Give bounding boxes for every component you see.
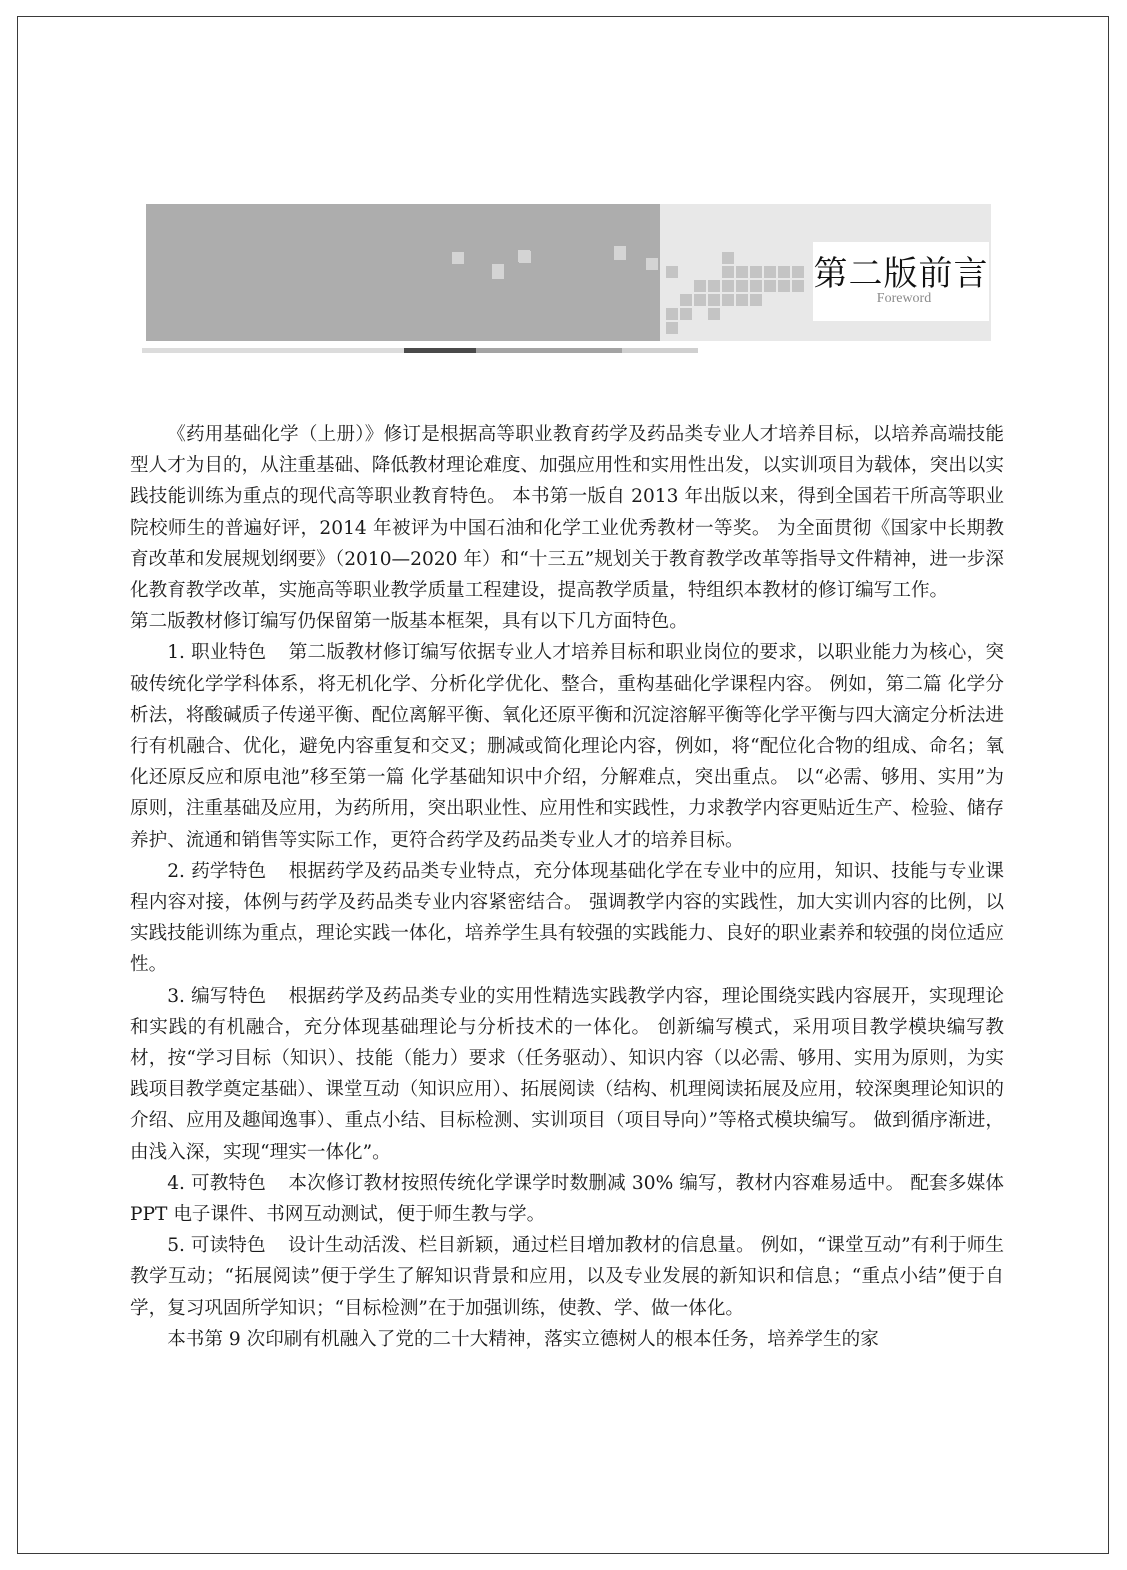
decor-square [736,280,748,292]
decor-square [792,266,804,278]
decor-square [519,251,531,263]
feature-heading: 2. 药学特色 [167,860,267,882]
decor-square [694,280,706,292]
decor-square [764,266,776,278]
decor-square [694,294,706,306]
divider-segment [142,348,404,353]
feature-paragraph [130,1168,1004,1230]
intro-paragraph: 《药用基础化学（上册）》修订是根据高等职业教育药学及药品类专业人才培养目标，以培养高端技能型人才为目的，从注重基础、降低教材理论难度、加强应用性和实用性出发，以实训项目为载体，突出以实践技能训练为重点的现代高等职业教育特色。 本书第一版自 2013 年出版以来，得到全国若干所高等职业院校师生的普遍好评，2014 年被评为中国石油和化学工业优秀教材一等奖。 为全面贯彻《国家中长期教育改革和发展规划纲要》（2010—2020 年）和“十三五”规划关于教育教学改革等指导文件精神，进一步深化教育教学改革，实施高等职业教学质量工程建设，提高教学质量，特组织本教材的修订编写工作。 [130,424,1004,602]
decor-square [792,280,804,292]
decor-square [722,266,734,278]
feature-paragraph [130,981,1004,1168]
decor-square [722,294,734,306]
feature-paragraph [130,856,1004,981]
decor-square [614,248,626,260]
divider-segment [622,348,698,353]
decor-square [666,266,678,278]
intro-paragraph: 第二版教材修订编写仍保留第一版基本框架，具有以下几方面特色。 [130,611,688,633]
feature-heading: 4. 可教特色 [167,1172,267,1194]
decor-square [708,308,720,320]
feature-text: 根据药学及药品类专业的实用性精选实践教学内容，理论围绕实践内容展开，实现理论和实践的有机融合，充分体现基础理论与分析技术的一体化。 创新编写模式，采用项目教学模块编写教材，按“学习目标（知识）、技能（能力）要求（任务驱动）、知识内容（以必需、够用、实用为原则，为实践项目教学奠定基础）、课堂互动（知识应用）、拓展阅读（结构、机理阅读拓展及应用，较深奥理论知识的介绍、应用及趣闻逸事）、重点小结、目标检测、实训项目（项目导向）”等格式模块编写。 做到循序渐进，由浅入深，实现“理实一体化”。 [130,985,1004,1163]
decor-square [750,280,762,292]
decor-square [680,294,692,306]
feature-text: 第二版教材修订编写依据专业人才培养目标和职业岗位的要求，以职业能力为核心，突破传统化学学科体系，将无机化学、分析化学优化、整合，重构基础化学课程内容。 例如，第二篇 化学分析法，将酸碱质子传递平衡、配位离解平衡、氧化还原平衡和沉淀溶解平衡等化学平衡与四大滴定分析法进行有机融合、优化，避免内容重复和交叉；删减或简化理论内容，例如，将“配位化合物的组成、命名；氧化还原反应和原电池”移至第一篇 化学基础知识中介绍，分解难点，突出重点。 以“必需、够用、实用”为原则，注重基础及应用，为药所用，突出职业性、应用性和实践性，力求教学内容更贴近生产、检验、储存养护、流通和销售等实际工作，更符合药学及药品类专业人才的培养目标。 [130,642,1004,851]
decor-square [708,294,720,306]
divider-segment [476,348,622,353]
page-title: 第二版前言 [813,254,989,294]
feature-heading: 3. 编写特色 [167,985,267,1007]
feature-text: 根据药学及药品类专业特点，充分体现基础化学在专业中的应用，知识、技能与专业课程内容对接，体例与药学及药品类专业内容紧密结合。 强调教学内容的实践性，加大实训内容的比例，以实践技能训练为重点，理论实践一体化，培养学生具有较强的实践能力、良好的职业素养和较强的岗位适应性。 [130,860,1004,976]
chapter-banner [146,204,991,341]
decor-square [666,322,678,334]
feature-text: 设计生动活泼、栏目新颖，通过栏目增加教材的信息量。 例如，“课堂互动”有利于师生教学互动；“拓展阅读”便于学生了解知识背景和应用，以及专业发展的新知识和信息；“重点小结”便于自学，复习巩固所学知识；“目标检测”在于加强训练，使教、学、做一体化。 [130,1235,1004,1319]
foreword-body [130,419,1004,1355]
banner-dark-panel [146,204,660,341]
decor-square [736,266,748,278]
title-box [813,242,989,321]
divider-segment [404,348,476,353]
decor-square [452,252,464,264]
decor-square [778,280,790,292]
decor-square [722,280,734,292]
decor-square [666,308,678,320]
feature-text: 本次修订教材按照传统化学课学时数删减 30% 编写，教材内容难易适中。 配套多媒体 PPT 电子课件、书网互动测试，便于师生教与学。 [130,1172,1005,1226]
decor-square [736,294,748,306]
decor-square [492,267,504,279]
decor-square [750,266,762,278]
feature-heading: 1. 职业特色 [167,642,267,664]
decor-square [722,252,734,264]
feature-heading: 5. 可读特色 [167,1235,266,1257]
feature-paragraph [130,1230,1004,1324]
decor-square [680,308,692,320]
page-subtitle: Foreword [876,291,932,306]
feature-paragraph [130,637,1004,855]
decor-square [708,280,720,292]
decor-square [764,280,776,292]
decor-square [750,294,762,306]
decor-square [646,258,658,270]
decor-square [778,266,790,278]
closing-paragraph: 本书第 9 次印刷有机融入了党的二十大精神，落实立德树人的根本任务，培养学生的家 [167,1328,879,1350]
